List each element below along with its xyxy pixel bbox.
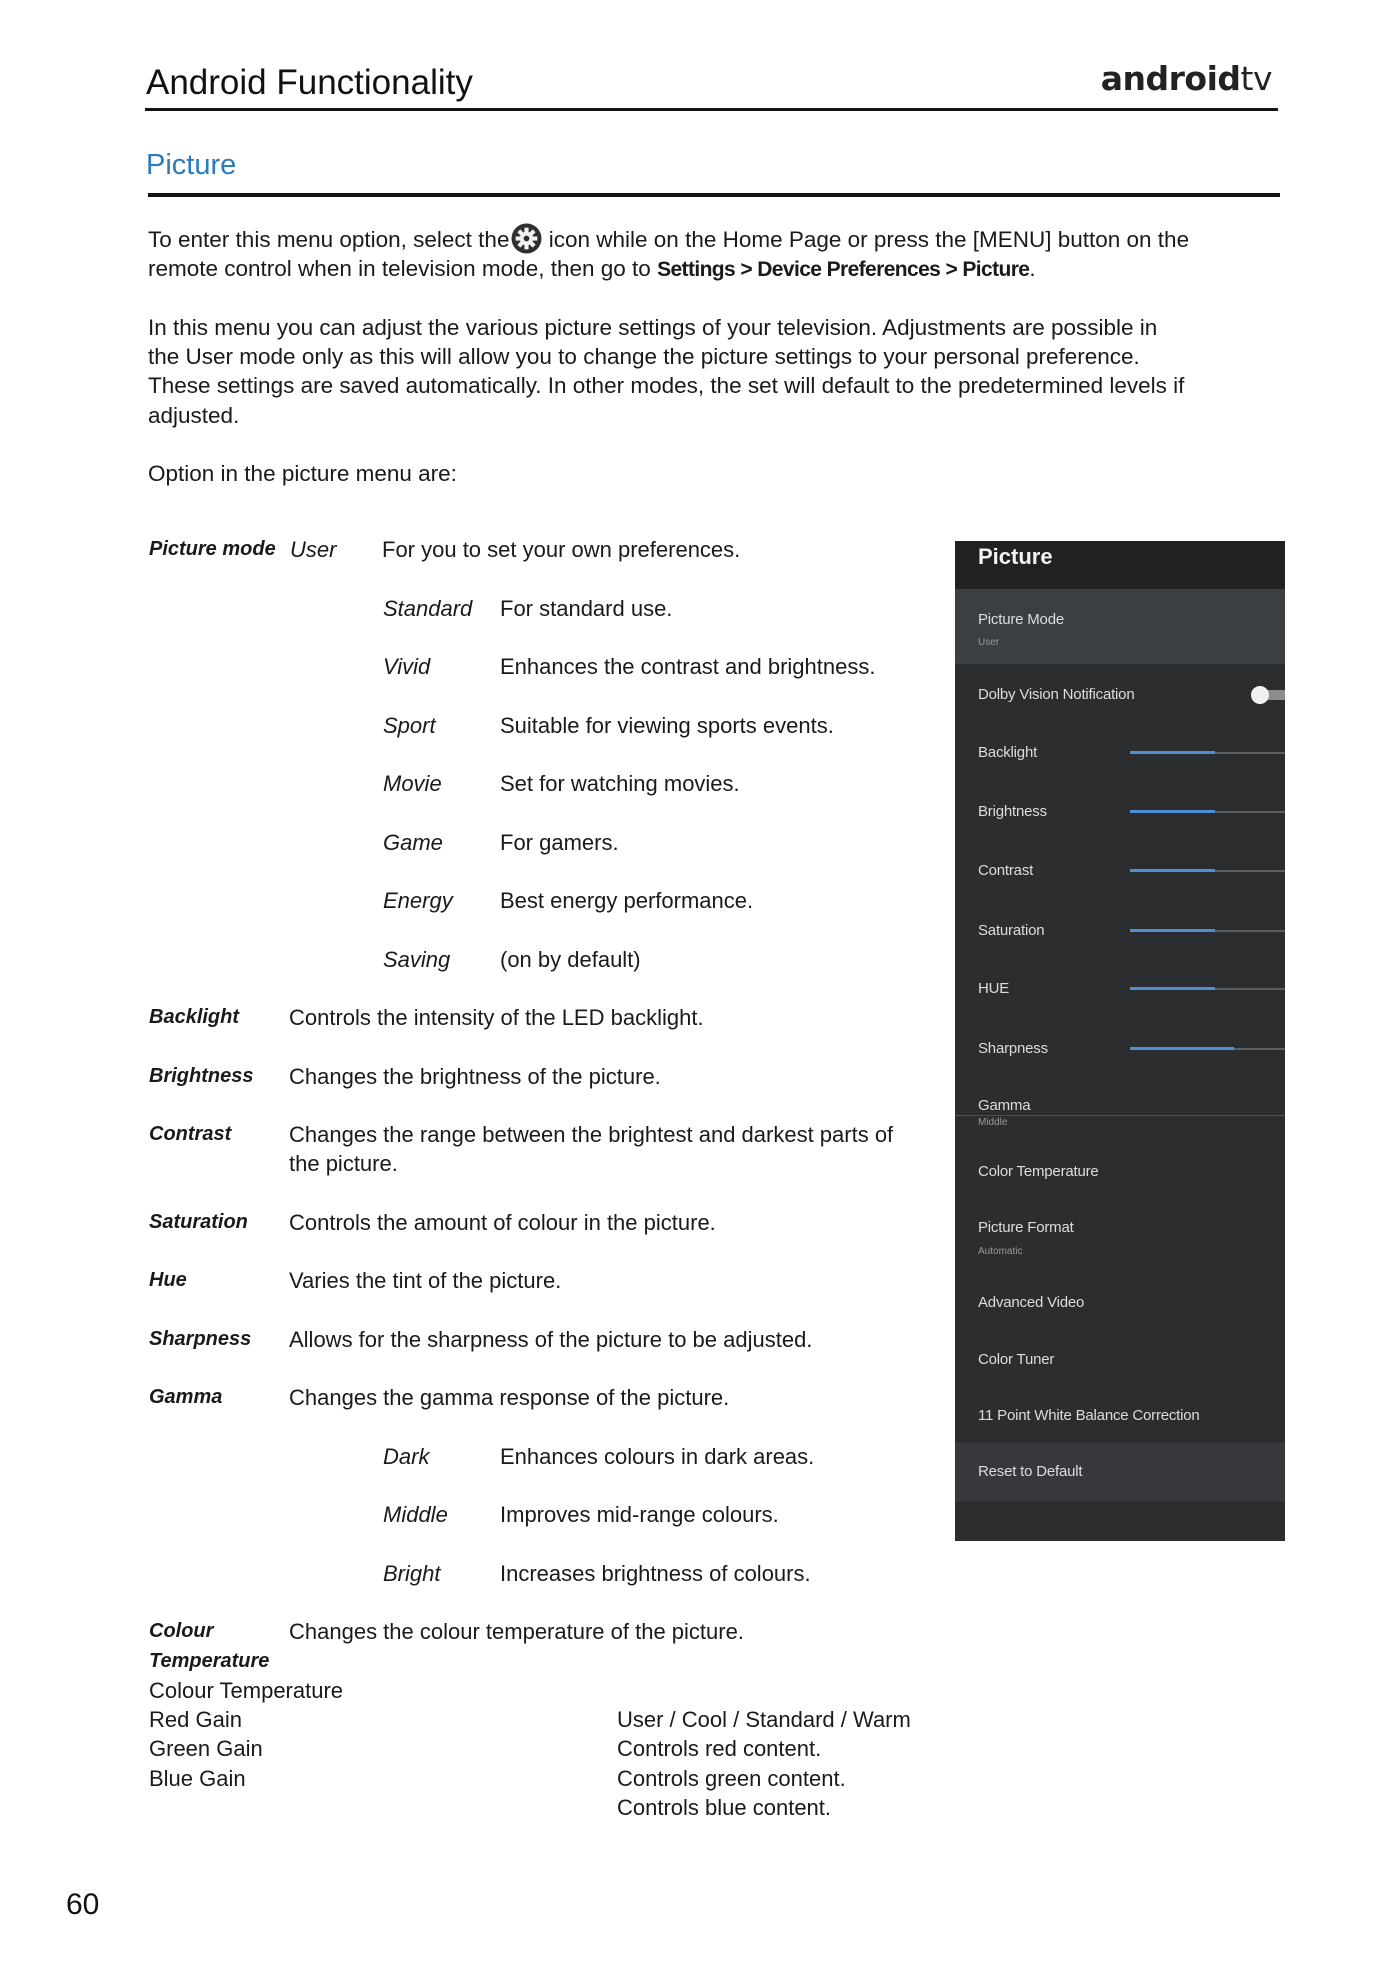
text-segment: icon while on the Home Page or press the [MENU] button on the <box>548 227 1190 252</box>
text-line: adjusted. <box>148 402 240 428</box>
menu-item-value: User <box>978 637 1000 648</box>
section-title: Android Functionality <box>146 63 473 102</box>
sharpness-slider[interactable] <box>1130 1048 1285 1050</box>
option-row-gamma <box>149 1383 949 1412</box>
option-description: Allows for the sharpness of the picture to be adjusted. <box>289 1326 813 1352</box>
text-line <box>148 225 1283 254</box>
colour-temperature-table <box>149 1676 949 1820</box>
gamma-option-row <box>149 1442 949 1471</box>
option-description: Changes the brightness of the picture. <box>289 1063 661 1089</box>
mode-description: For standard use. <box>500 595 673 621</box>
menu-item-label: 11 Point White Balance Correction <box>978 1407 1200 1424</box>
text-line: In this menu you can adjust the various picture settings of your television. Adjustments are possible in <box>148 314 1158 340</box>
colour-setting-description: Controls blue content. <box>617 1794 832 1820</box>
options-intro: Option in the picture menu are: <box>148 461 457 487</box>
mode-row <box>149 711 949 740</box>
colour-setting-description: User / Cool / Standard / Warm <box>617 1707 911 1732</box>
description-line: Changes the range between the brightest and darkest parts of <box>289 1122 894 1147</box>
colour-setting-name: Blue Gain <box>149 1765 246 1791</box>
gamma-option-description: Increases brightness of colours. <box>500 1560 811 1586</box>
gamma-option-row <box>149 1500 949 1529</box>
menu-item-white-balance-correction[interactable] <box>955 1387 1285 1445</box>
menu-item-sharpness[interactable] <box>955 1020 1285 1078</box>
menu-item-label: Gamma <box>978 1097 1031 1114</box>
option-row-colour-temperature <box>149 1617 949 1672</box>
intro-paragraph-2 <box>148 313 1283 430</box>
logo-tv-text: tv <box>1240 59 1272 98</box>
mode-row <box>149 886 949 915</box>
menu-item-advanced-video[interactable] <box>955 1274 1285 1332</box>
colour-setting-name: Colour Temperature <box>149 1677 344 1703</box>
gamma-option-name: Bright <box>383 1560 441 1586</box>
page-title: Picture <box>146 149 237 181</box>
text-segment: To enter this menu option, select the <box>148 227 510 252</box>
option-description: Changes the gamma response of the picture. <box>289 1385 730 1411</box>
menu-item-color-temperature[interactable] <box>955 1143 1285 1201</box>
slider-fill <box>1130 810 1215 813</box>
menu-item-backlight[interactable] <box>955 724 1285 782</box>
menu-path: Settings > Device Preferences > Picture <box>657 258 1030 282</box>
contrast-slider[interactable] <box>1130 870 1285 872</box>
brightness-slider[interactable] <box>1130 811 1285 813</box>
gamma-option-description: Improves mid-range colours. <box>500 1502 779 1528</box>
slider-fill <box>1130 751 1215 754</box>
option-row-picture-mode <box>149 535 949 564</box>
option-row-sharpness <box>149 1325 949 1354</box>
menu-item-color-tuner[interactable] <box>955 1331 1285 1389</box>
intro-paragraph-1 <box>148 225 1283 284</box>
menu-item-label: Saturation <box>978 922 1045 939</box>
mode-description: Enhances the contrast and brightness. <box>500 654 876 679</box>
menu-item-gamma[interactable] <box>955 1077 1285 1135</box>
option-description <box>289 1120 949 1179</box>
mode-description: Suitable for viewing sports events. <box>500 712 834 738</box>
description-line: the picture. <box>289 1151 398 1177</box>
option-description: Varies the tint of the picture. <box>289 1268 562 1294</box>
menu-item-label: Reset to Default <box>978 1463 1083 1480</box>
option-row-saturation <box>149 1208 949 1237</box>
text-line: These settings are saved automatically. In other modes, the set will default to the predetermined levels if <box>148 373 1185 399</box>
slider-fill <box>1130 1047 1234 1050</box>
tv-picture-menu-screenshot <box>955 541 1285 1541</box>
text-line: the User mode only as this will allow you to change the picture settings to your personal preference. <box>148 344 1140 370</box>
hue-slider[interactable] <box>1130 988 1285 990</box>
option-row-brightness <box>149 1062 949 1091</box>
mode-name: Saving <box>383 946 451 972</box>
gamma-option-name: Middle <box>383 1502 448 1528</box>
title-rule <box>148 193 1280 197</box>
mode-description: Set for watching movies. <box>500 771 740 796</box>
menu-item-label: Picture Mode <box>978 611 1064 628</box>
option-row-contrast <box>149 1120 949 1179</box>
settings-gear-icon <box>511 223 542 254</box>
menu-item-label: Sharpness <box>978 1040 1048 1057</box>
menu-item-label: Advanced Video <box>978 1294 1085 1311</box>
option-row-backlight <box>149 1003 949 1032</box>
option-label: Colour Temperature <box>149 1620 270 1672</box>
colour-temperature-row <box>149 1764 949 1820</box>
menu-item-saturation[interactable] <box>955 902 1285 960</box>
option-label: Saturation <box>149 1210 248 1233</box>
mode-description: For you to set your own preferences. <box>382 537 741 562</box>
header-rule <box>145 108 1278 111</box>
option-label: Gamma <box>149 1386 223 1409</box>
colour-setting-description: Controls red content. <box>617 1736 822 1762</box>
menu-title: Picture <box>978 544 1053 569</box>
mode-name: Energy <box>383 888 453 913</box>
gamma-option-name: Dark <box>383 1443 430 1469</box>
option-label: Brightness <box>149 1064 254 1087</box>
toggle-knob <box>1251 686 1269 704</box>
slider-fill <box>1130 869 1215 872</box>
intro-text <box>148 225 1283 489</box>
logo-android-text: android <box>1100 59 1241 98</box>
menu-item-picture-mode[interactable] <box>955 589 1285 664</box>
mode-row <box>149 945 949 974</box>
option-label: Contrast <box>149 1123 232 1145</box>
menu-item-label: Color Temperature <box>978 1163 1099 1180</box>
text-segment: . <box>1029 256 1036 282</box>
option-label: Hue <box>149 1269 187 1292</box>
option-description: Changes the colour temperature of the picture. <box>289 1619 744 1645</box>
slider-fill <box>1130 929 1215 932</box>
menu-item-value: Automatic <box>978 1246 1023 1257</box>
menu-item-picture-format[interactable] <box>955 1199 1285 1257</box>
text-line <box>148 254 1283 283</box>
gamma-option-row <box>149 1559 949 1588</box>
option-label: Backlight <box>149 1006 240 1028</box>
menu-item-label: Picture Format <box>978 1219 1074 1236</box>
menu-divider <box>955 1115 1285 1116</box>
menu-item-label: Dolby Vision Notification <box>978 686 1135 703</box>
mode-name: Movie <box>383 771 442 796</box>
dolby-vision-toggle[interactable] <box>1251 686 1285 704</box>
mode-name: User <box>290 537 337 562</box>
mode-name: Game <box>383 829 443 855</box>
menu-item-contrast[interactable] <box>955 842 1285 900</box>
colour-setting-description: Controls green content. <box>617 1765 846 1791</box>
mode-description: (on by default) <box>500 946 641 972</box>
colour-setting-name: Green Gain <box>149 1736 263 1762</box>
mode-row <box>149 769 949 798</box>
menu-item-reset-to-default[interactable] <box>955 1443 1285 1501</box>
option-description: Controls the amount of colour in the picture. <box>289 1209 716 1235</box>
slider-fill <box>1130 987 1215 990</box>
text-segment: remote control when in television mode, then go to <box>148 256 651 282</box>
page-number: 60 <box>66 1888 100 1921</box>
mode-row <box>149 828 949 857</box>
androidtv-logo <box>1101 58 1272 100</box>
menu-header <box>955 541 1285 589</box>
option-description: Controls the intensity of the LED backlight. <box>289 1005 704 1030</box>
menu-item-label: Color Tuner <box>978 1351 1055 1368</box>
mode-row <box>149 652 949 681</box>
gamma-option-description: Enhances colours in dark areas. <box>500 1443 815 1469</box>
option-label: Picture mode <box>149 538 276 560</box>
menu-item-label: Backlight <box>978 744 1038 761</box>
mode-name: Standard <box>383 595 473 621</box>
backlight-slider[interactable] <box>1130 752 1285 754</box>
menu-item-value: Middle <box>978 1117 1008 1128</box>
mode-description: For gamers. <box>500 829 619 855</box>
mode-name: Sport <box>383 712 436 738</box>
option-row-hue <box>149 1266 949 1295</box>
option-label: Sharpness <box>149 1327 252 1350</box>
saturation-slider[interactable] <box>1130 930 1285 932</box>
menu-item-label: Contrast <box>978 862 1034 879</box>
mode-row <box>149 594 949 623</box>
colour-setting-name: Red Gain <box>149 1707 242 1732</box>
picture-options-list <box>149 535 949 1820</box>
menu-item-label: HUE <box>978 980 1010 997</box>
menu-item-hue[interactable] <box>955 960 1285 1018</box>
menu-item-brightness[interactable] <box>955 783 1285 841</box>
mode-name: Vivid <box>383 654 431 679</box>
menu-item-dolby-vision-notification[interactable] <box>955 666 1285 724</box>
menu-item-label: Brightness <box>978 803 1047 820</box>
mode-description: Best energy performance. <box>500 888 754 913</box>
